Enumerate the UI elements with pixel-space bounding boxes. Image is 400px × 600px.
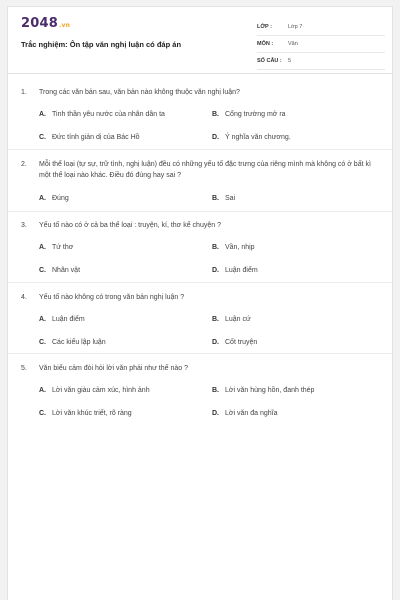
option-text: Tinh thần yêu nước của nhân dân ta [52,111,165,118]
option-letter: C. [39,339,46,346]
option-letter: A. [39,244,46,251]
option-letter: D. [212,410,219,417]
option-c[interactable] [39,132,140,143]
page-title: Trắc nghiệm: Ôn tập văn nghị luận có đáp án [21,40,182,49]
meta-label: MÔN : [257,41,274,47]
question-number: 4. [21,294,27,301]
option-text: Lời văn giàu cảm xúc, hình ảnh [52,387,150,394]
question-text: Trong các văn bản sau, văn bản nào không thuộc văn nghị luận? [39,89,240,96]
question-number: 1. [21,89,27,96]
question-text: Văn biểu cảm đòi hỏi lời văn phải như thế nào ? [39,365,188,372]
meta-value: 5 [288,58,292,64]
option-text: Đúng [52,195,69,202]
option-letter: B. [212,195,219,202]
logo-text: 2048 [21,16,58,31]
option-letter: A. [39,316,46,323]
question-number: 5. [21,365,27,372]
option-b[interactable] [212,385,314,396]
option-text: Luận điểm [225,267,258,274]
meta-value: Lớp 7 [288,24,303,30]
question-text: Yếu tố nào không có trong văn bản nghị luận ? [39,294,185,301]
option-letter: C. [39,267,46,274]
option-b[interactable] [212,109,286,120]
meta-value: Văn [288,41,298,47]
option-letter: D. [212,339,219,346]
option-text: Luận cứ [225,316,251,323]
option-text: Cốt truyện [225,339,258,346]
option-a[interactable] [39,193,69,204]
meta-table [257,19,385,70]
option-a[interactable] [39,314,85,325]
question-text: Yếu tố nào có ở cả ba thể loại : truyện, kí, thơ kể chuyện ? [39,222,221,229]
option-letter: B. [212,387,219,394]
option-letter: A. [39,387,46,394]
question-number: 3. [21,222,27,229]
divider [8,353,392,354]
option-letter: D. [212,134,219,141]
option-text: Lời văn hùng hồn, đanh thép [225,387,315,394]
option-letter: C. [39,134,46,141]
option-letter: B. [212,316,219,323]
option-d[interactable] [212,132,291,143]
meta-row-count [257,53,385,70]
logo-suffix: .vn [58,22,71,29]
option-letter: A. [39,195,46,202]
option-letter: B. [212,244,219,251]
site-logo[interactable] [21,16,70,31]
option-text: Vần, nhịp [225,244,255,251]
option-d[interactable] [212,265,258,276]
option-text: Sai [225,195,236,202]
meta-label: SỐ CÂU : [257,58,282,64]
question-number: 2. [21,161,27,168]
option-letter: A. [39,111,46,118]
option-a[interactable] [39,385,150,396]
divider [8,211,392,212]
option-c[interactable] [39,337,106,348]
option-letter: C. [39,410,46,417]
option-d[interactable] [212,337,257,348]
meta-label: LỚP : [257,24,272,30]
option-b[interactable] [212,314,251,325]
option-a[interactable] [39,242,73,253]
option-b[interactable] [212,242,255,253]
meta-row-class [257,19,385,36]
option-text: Luận điểm [52,316,85,323]
option-a[interactable] [39,109,165,120]
question-text: Mỗi thể loại (tự sự, trữ tình, nghị luận) đều có những yếu tố đặc trưng của riêng mình mà không có ở bất kì một thể loại nào khác. Điều đó đúng hay sai ? [39,161,371,179]
option-b[interactable] [212,193,235,204]
option-text: Tứ thơ [52,244,74,251]
option-letter: B. [212,111,219,118]
option-c[interactable] [39,408,132,419]
divider [8,149,392,150]
divider [8,282,392,283]
option-text: Lời văn khúc triết, rõ ràng [52,410,132,417]
option-text: Ý nghĩa văn chương. [225,134,291,141]
option-text: Cổng trường mở ra [225,111,286,118]
option-text: Lời văn đa nghĩa [225,410,278,417]
worksheet [7,6,393,600]
option-d[interactable] [212,408,277,419]
option-text: Nhân vật [52,267,81,274]
worksheet-header [8,7,392,74]
option-text: Các kiểu lập luận [52,339,106,346]
option-c[interactable] [39,265,80,276]
option-letter: D. [212,267,219,274]
option-text: Đức tính giản dị của Bác Hồ [52,134,140,141]
meta-row-subject [257,36,385,53]
